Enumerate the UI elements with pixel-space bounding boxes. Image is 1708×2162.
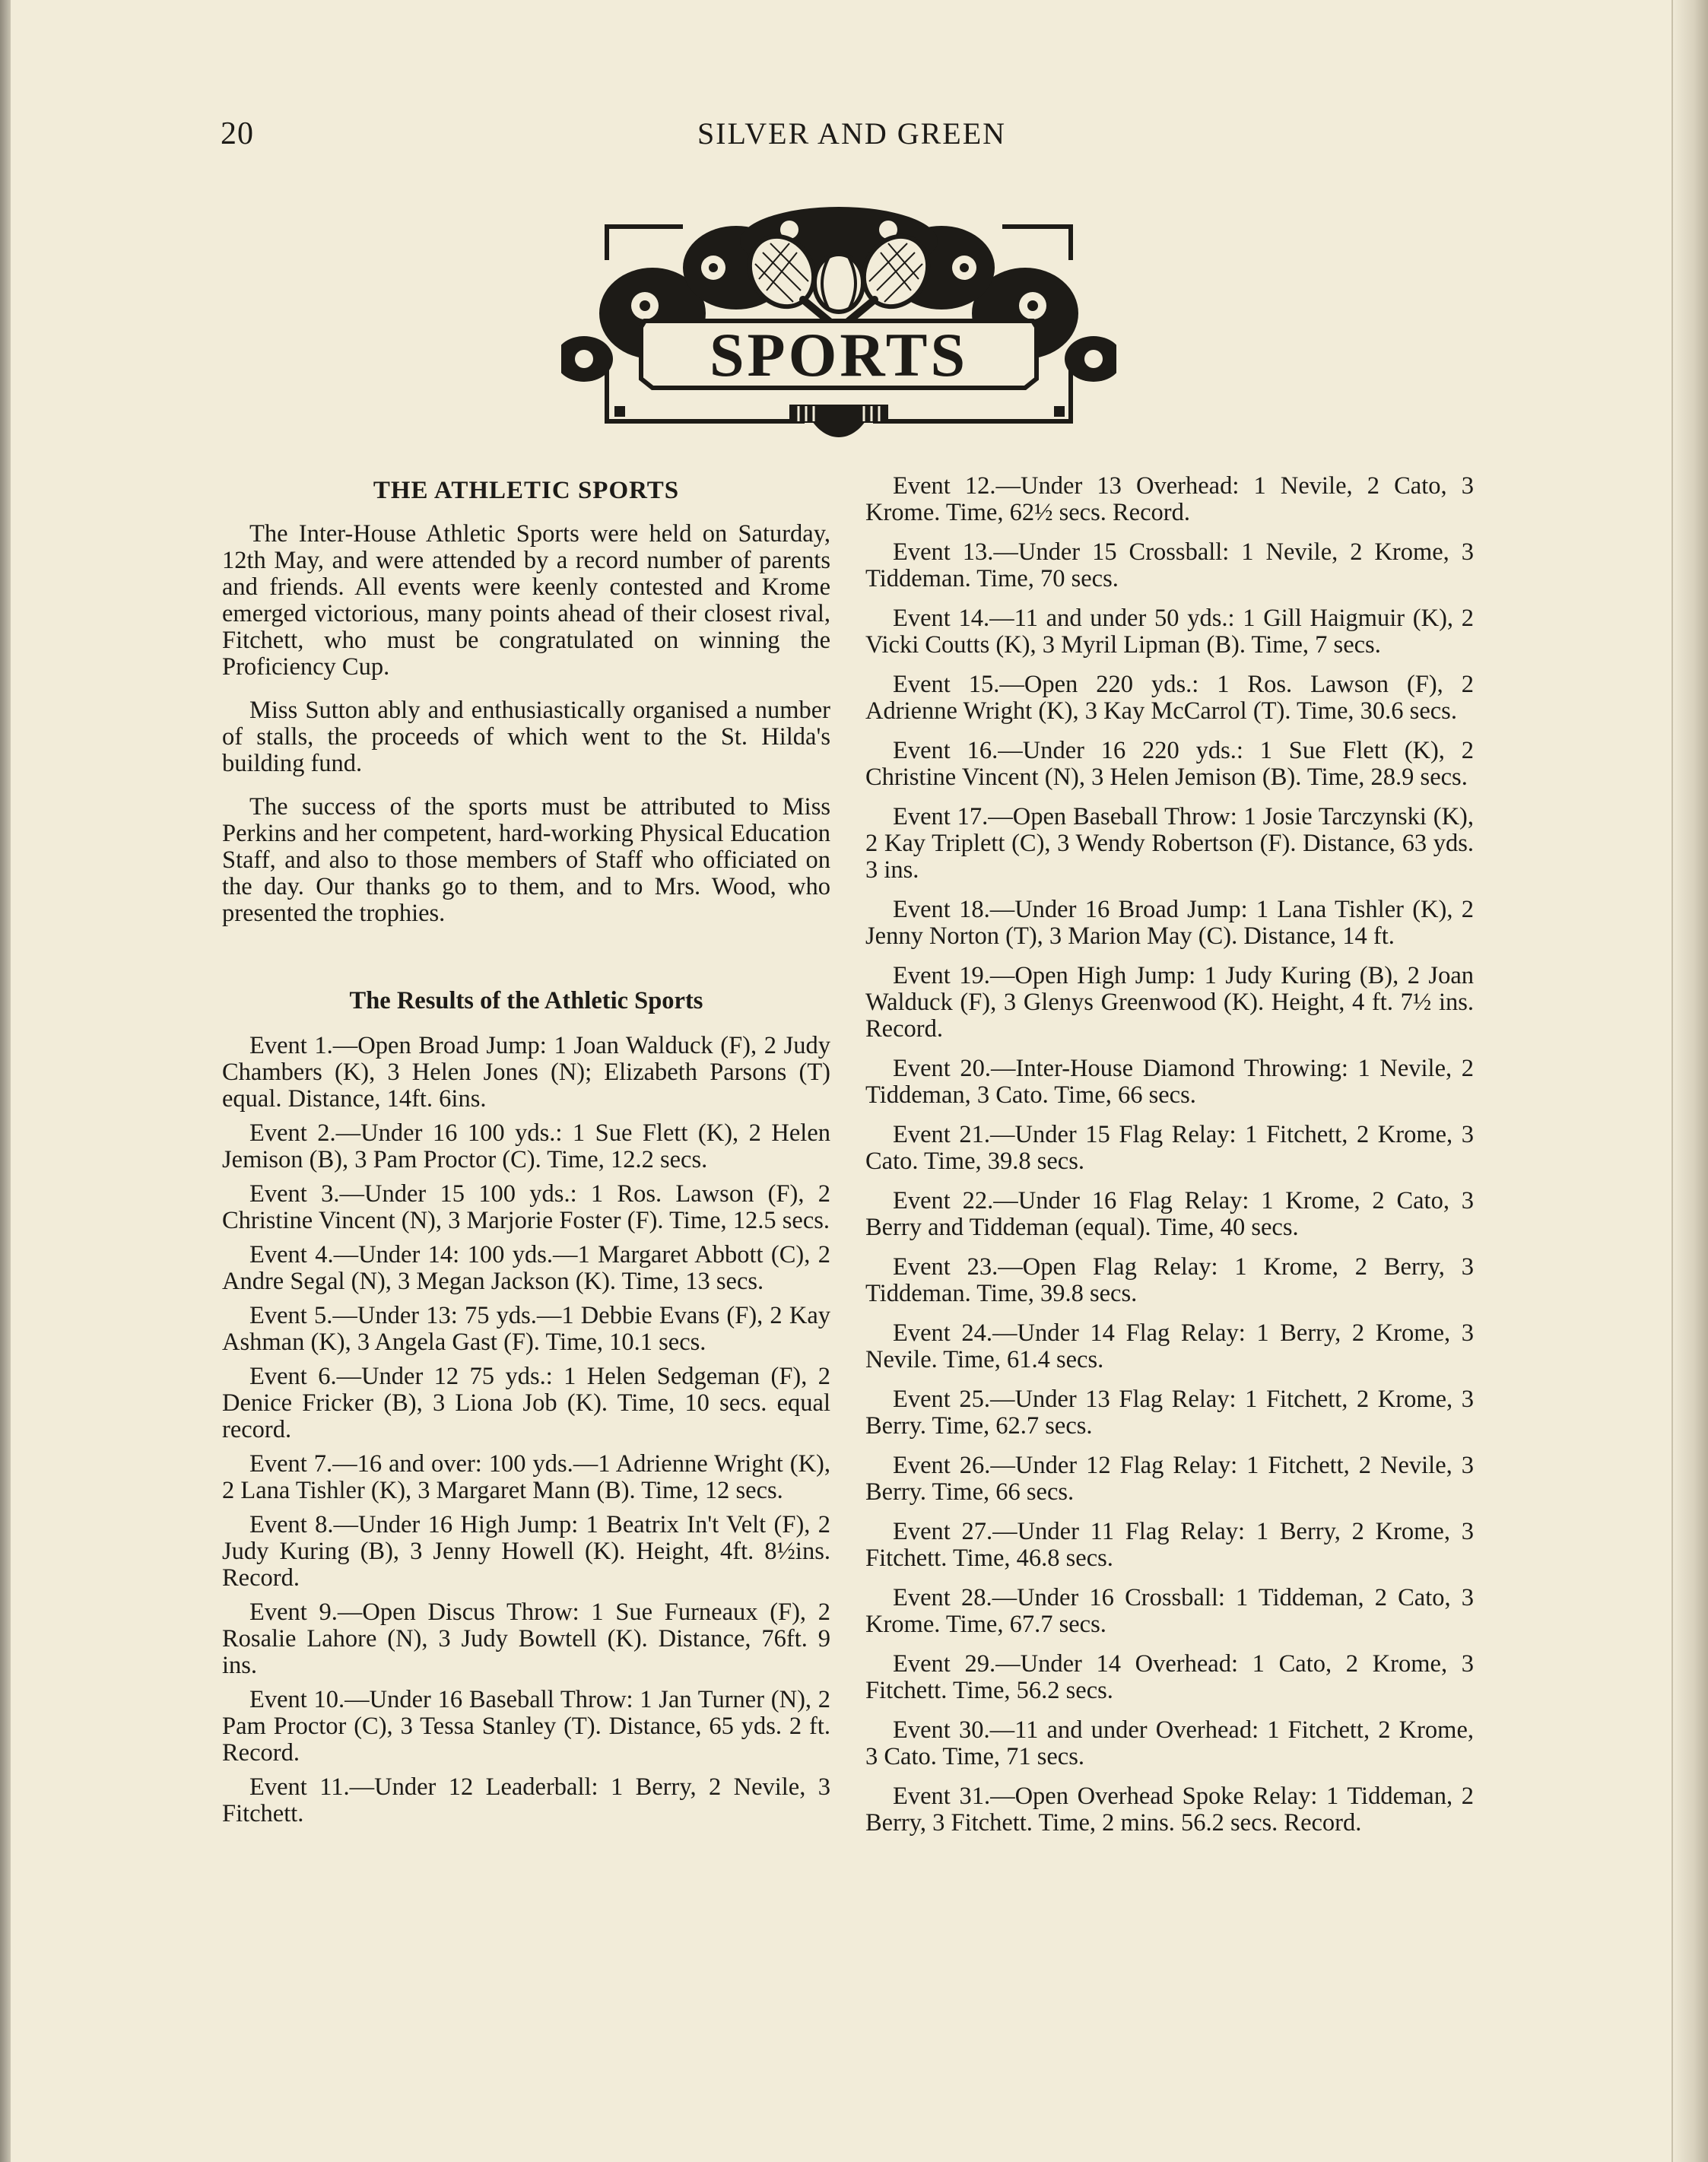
event-result: Event 25.—Under 13 Flag Relay: 1 Fitchett, 2 Krome, 3 Berry. Time, 62.7 secs.: [865, 1386, 1474, 1440]
event-result: Event 12.—Under 13 Overhead: 1 Nevile, 2 Cato, 3 Krome. Time, 62½ secs. Record.: [865, 472, 1474, 526]
ball-icon: [814, 254, 863, 312]
event-result: Event 17.—Open Baseball Throw: 1 Josie Tarczynski (K), 2 Kay Triplett (C), 3 Wendy Robertson (F). Distance, 63 yds. 3 ins.: [865, 803, 1474, 884]
page-number: 20: [221, 116, 254, 151]
event-result: Event 20.—Inter-House Diamond Throwing: 1 Nevile, 2 Tiddeman, 3 Cato. Time, 66 secs.: [865, 1055, 1474, 1109]
results-list-left: [222, 1033, 830, 1827]
article-paragraph: The Inter-House Athletic Sports were held on Saturday, 12th May, and were attended by a record number of parents and friends. All events were keenly contested and Krome emerged victorious, many points ahead of their closest rival, Fitchett, who must be congratulated on winning the Proficiency Cup.: [222, 520, 830, 681]
event-result: Event 2.—Under 16 100 yds.: 1 Sue Flett (K), 2 Helen Jemison (B), 3 Pam Proctor (C). Time, 12.2 secs.: [222, 1119, 830, 1173]
event-result: Event 29.—Under 14 Overhead: 1 Cato, 2 Krome, 3 Fitchett. Time, 56.2 secs.: [865, 1650, 1474, 1704]
book-spine-shadow: [0, 0, 11, 2162]
sports-banner-title: SPORTS: [709, 320, 969, 389]
event-result: Event 3.—Under 15 100 yds.: 1 Ros. Lawson (F), 2 Christine Vincent (N), 3 Marjorie Foster (F). Time, 12.5 secs.: [222, 1180, 830, 1234]
event-result: Event 1.—Open Broad Jump: 1 Joan Walduck (F), 2 Judy Chambers (K), 3 Helen Jones (N); Elizabeth Parsons (T) equal. Distance, 14ft. 6ins.: [222, 1032, 830, 1113]
results-list-right: [865, 473, 1474, 1837]
event-result: Event 22.—Under 16 Flag Relay: 1 Krome, 2 Cato, 3 Berry and Tiddeman (equal). Time, 40 secs.: [865, 1187, 1474, 1241]
event-result: Event 24.—Under 14 Flag Relay: 1 Berry, 2 Krome, 3 Nevile. Time, 61.4 secs.: [865, 1319, 1474, 1373]
event-result: Event 9.—Open Discus Throw: 1 Sue Furneaux (F), 2 Rosalie Lahore (N), 3 Judy Bowtell (K). Distance, 76ft. 9 ins.: [222, 1598, 830, 1679]
event-result: Event 5.—Under 13: 75 yds.—1 Debbie Evans (F), 2 Kay Ashman (K), 3 Angela Gast (F). Time, 10.1 secs.: [222, 1302, 830, 1356]
running-title: SILVER AND GREEN: [697, 116, 1007, 151]
event-result: Event 19.—Open High Jump: 1 Judy Kuring (B), 2 Joan Walduck (F), 3 Glenys Greenwood (K). Height, 4 ft. 7½ ins. Record.: [865, 962, 1474, 1043]
event-result: Event 15.—Open 220 yds.: 1 Ros. Lawson (F), 2 Adrienne Wright (K), 3 Kay McCarrol (T). Time, 30.6 secs.: [865, 671, 1474, 725]
article-paragraph: Miss Sutton ably and enthusiastically organised a number of stalls, the proceeds of which went to the St. Hilda's building fund.: [222, 697, 830, 777]
event-result: Event 18.—Under 16 Broad Jump: 1 Lana Tishler (K), 2 Jenny Norton (T), 3 Marion May (C). Distance, 14 ft.: [865, 896, 1474, 950]
event-result: Event 23.—Open Flag Relay: 1 Krome, 2 Berry, 3 Tiddeman. Time, 39.8 secs.: [865, 1253, 1474, 1307]
results-heading: The Results of the Athletic Sports: [349, 987, 703, 1014]
article-heading: THE ATHLETIC SPORTS: [373, 477, 680, 504]
book-page-edge: [1671, 0, 1708, 2162]
event-result: Event 27.—Under 11 Flag Relay: 1 Berry, 2 Krome, 3 Fitchett. Time, 46.8 secs.: [865, 1518, 1474, 1572]
event-result: Event 16.—Under 16 220 yds.: 1 Sue Flett (K), 2 Christine Vincent (N), 3 Helen Jemison (B). Time, 28.9 secs.: [865, 737, 1474, 791]
event-result: Event 30.—11 and under Overhead: 1 Fitchett, 2 Krome, 3 Cato. Time, 71 secs.: [865, 1716, 1474, 1770]
event-result: Event 4.—Under 14: 100 yds.—1 Margaret Abbott (C), 2 Andre Segal (N), 3 Megan Jackson (K). Time, 13 secs.: [222, 1241, 830, 1295]
left-column: [222, 473, 830, 1835]
page-header: [221, 116, 1483, 161]
right-column: [865, 473, 1474, 1849]
event-result: Event 7.—16 and over: 100 yds.—1 Adrienne Wright (K), 2 Lana Tishler (K), 3 Margaret Mann (B). Time, 12 secs.: [222, 1450, 830, 1504]
event-result: Event 31.—Open Overhead Spoke Relay: 1 Tiddeman, 2 Berry, 3 Fitchett. Time, 2 mins. 56.2 secs. Record.: [865, 1783, 1474, 1837]
event-result: Event 6.—Under 12 75 yds.: 1 Helen Sedgeman (F), 2 Denice Fricker (B), 3 Liona Job (K). Time, 10 secs. equal record.: [222, 1363, 830, 1443]
event-result: Event 11.—Under 12 Leaderball: 1 Berry, 2 Nevile, 3 Fitchett.: [222, 1773, 830, 1827]
event-result: Event 26.—Under 12 Flag Relay: 1 Fitchett, 2 Nevile, 3 Berry. Time, 66 secs.: [865, 1452, 1474, 1506]
article-paragraph: The success of the sports must be attributed to Miss Perkins and her competent, hard-working Physical Education Staff, and also to those members of Staff who officiated on the day. Our thanks go to them, and to Mrs. Wood, who presented the trophies.: [222, 793, 830, 927]
event-result: Event 10.—Under 16 Baseball Throw: 1 Jan Turner (N), 2 Pam Proctor (C), 3 Tessa Stanley (T). Distance, 65 yds. 2 ft. Record.: [222, 1686, 830, 1767]
event-result: Event 28.—Under 16 Crossball: 1 Tiddeman, 2 Cato, 3 Krome. Time, 67.7 secs.: [865, 1584, 1474, 1638]
event-result: Event 21.—Under 15 Flag Relay: 1 Fitchett, 2 Krome, 3 Cato. Time, 39.8 secs.: [865, 1121, 1474, 1175]
event-result: Event 14.—11 and under 50 yds.: 1 Gill Haigmuir (K), 2 Vicki Coutts (K), 3 Myril Lipman (B). Time, 7 secs.: [865, 605, 1474, 659]
sports-banner: [561, 199, 1116, 444]
event-result: Event 8.—Under 16 High Jump: 1 Beatrix In't Velt (F), 2 Judy Kuring (B), 3 Jenny Howell (K). Height, 4ft. 8½ins. Record.: [222, 1511, 830, 1592]
event-result: Event 13.—Under 15 Crossball: 1 Nevile, 2 Krome, 3 Tiddeman. Time, 70 secs.: [865, 538, 1474, 592]
